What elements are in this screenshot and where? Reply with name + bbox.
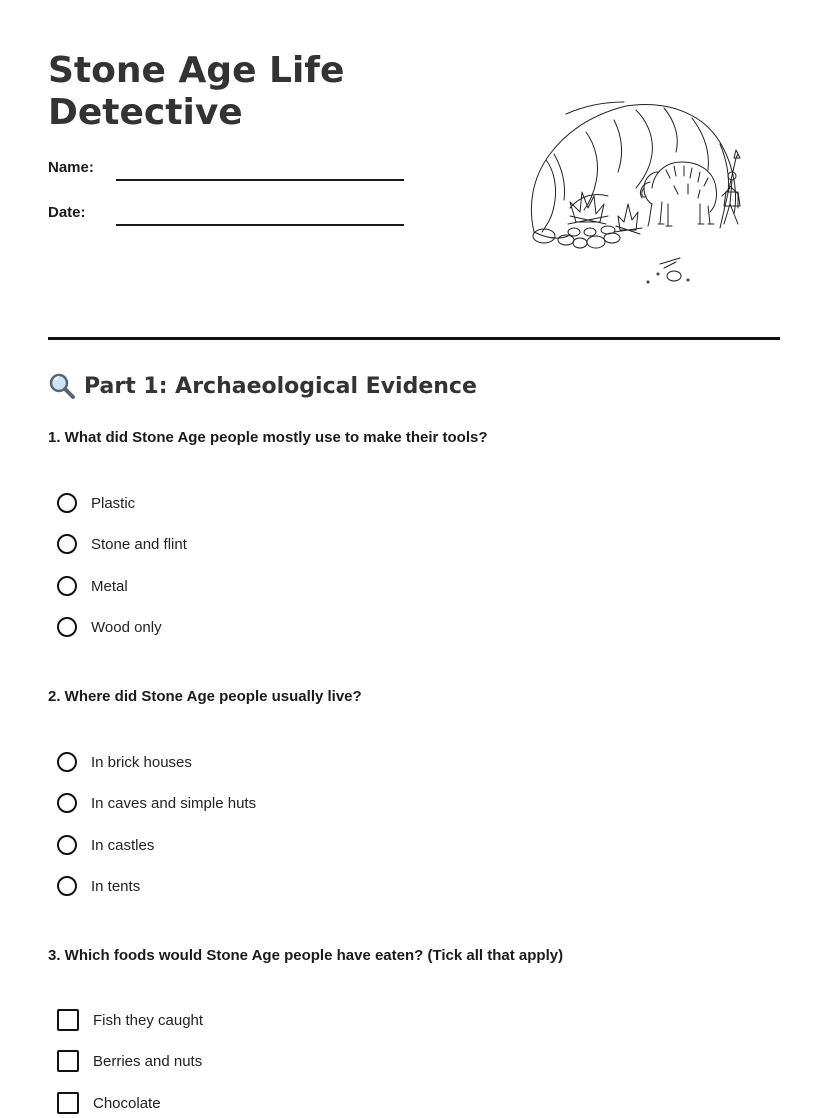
q2-option-caves-and-huts[interactable] xyxy=(57,790,256,816)
name-answer-line[interactable] xyxy=(116,179,404,181)
date-label: Date: xyxy=(48,204,86,221)
option-label: Stone and flint xyxy=(91,535,187,553)
checkbox[interactable] xyxy=(57,1009,79,1031)
radio-button[interactable] xyxy=(57,617,77,637)
q2-option-tents[interactable] xyxy=(57,873,140,899)
q3-option-fish[interactable] xyxy=(57,1007,203,1033)
section-divider xyxy=(48,337,780,340)
q1-option-metal[interactable] xyxy=(57,573,128,599)
q1-option-stone-and-flint[interactable] xyxy=(57,531,187,557)
worksheet-title: Stone Age Life Detective xyxy=(48,50,345,133)
option-label: In castles xyxy=(91,836,155,854)
option-label: In brick houses xyxy=(91,753,192,771)
checkbox[interactable] xyxy=(57,1050,79,1072)
option-label: Metal xyxy=(91,577,128,595)
radio-button[interactable] xyxy=(57,876,77,896)
q3-option-berries-and-nuts[interactable] xyxy=(57,1048,202,1074)
question-3-text: 3. Which foods would Stone Age people have eaten? (Tick all that apply) xyxy=(48,947,564,964)
q1-option-wood-only[interactable] xyxy=(57,614,162,640)
radio-button[interactable] xyxy=(57,752,77,772)
part-1-heading xyxy=(48,372,477,400)
option-label: Wood only xyxy=(91,618,162,636)
radio-button[interactable] xyxy=(57,793,77,813)
radio-button[interactable] xyxy=(57,576,77,596)
part-1-title: Part 1: Archaeological Evidence xyxy=(84,373,477,399)
q2-option-castles[interactable] xyxy=(57,832,154,858)
name-label: Name: xyxy=(48,159,94,176)
radio-button[interactable] xyxy=(57,493,77,513)
q2-option-brick-houses[interactable] xyxy=(57,749,192,775)
option-label: In caves and simple huts xyxy=(91,794,257,812)
option-label: In tents xyxy=(91,877,141,895)
q3-option-chocolate[interactable] xyxy=(57,1090,161,1116)
option-label: Fish they caught xyxy=(93,1011,204,1029)
checkbox[interactable] xyxy=(57,1092,79,1114)
cave-mammoth-illustration xyxy=(524,96,760,292)
radio-button[interactable] xyxy=(57,835,77,855)
question-2-text: 2. Where did Stone Age people usually live? xyxy=(48,688,362,705)
option-label: Berries and nuts xyxy=(93,1052,203,1070)
q1-option-plastic[interactable] xyxy=(57,490,135,516)
magnifying-glass-icon xyxy=(48,372,76,400)
question-1-text: 1. What did Stone Age people mostly use to make their tools? xyxy=(48,429,488,446)
date-answer-line[interactable] xyxy=(116,224,404,226)
option-label: Plastic xyxy=(91,494,136,512)
option-label: Chocolate xyxy=(93,1094,161,1112)
radio-button[interactable] xyxy=(57,534,77,554)
